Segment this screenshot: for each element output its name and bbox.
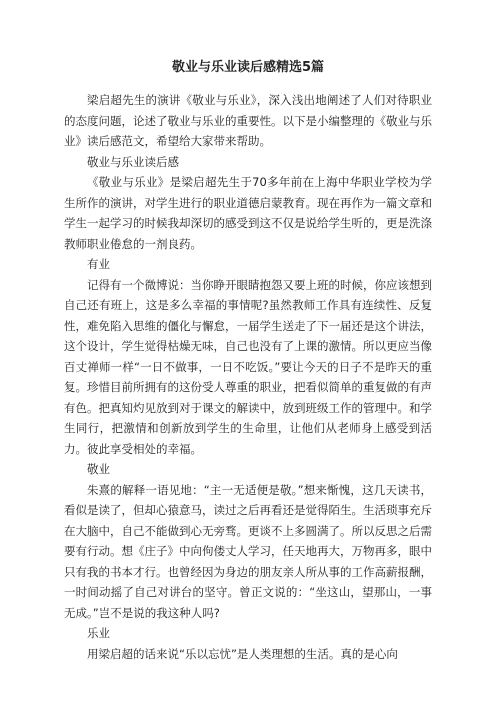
- paragraph-youye: 记得有一个微博说：当你睁开眼睛抱怨又要上班的时候，你应该想到自己还有班上，这是多么幸福的事情呢?虽然教师工作具有连续性、反复性，难免陷入思维的僵化与懈怠，一届学生送走了下一届还是这个讲法，这个设计，学生觉得枯燥无味，自己也没有了上课的激情。所以更应当像百丈禅师一样“一日不做事，一日不吃饭。”要让今天的日子不是昨天的重复。珍惜目前所拥有的这份受人尊重的职业，把看似简单的重复做的有声有色。把真知灼见放到对于课文的解读中，放到班级工作的管理中。和学生同行，把激情和创新放到学生的生命里，让他们从老师身上感受到活力。彼此享受相处的幸福。: [64, 277, 432, 456]
- document-title: 敬业与乐业读后感精选5篇: [171, 60, 325, 75]
- heading-jingye: 敬业: [87, 462, 110, 476]
- paragraph-leye: 用梁启超的话来说“乐以忘忧”是人类理想的生活。真的是心向: [87, 646, 398, 661]
- essay-intro-paragraph: 《敬业与乐业》是梁启超先生于70多年前在上海中华职业学校为学生所作的演讲，对学生进行的职业道德启蒙教育。现在再作为一篇文章和学生一起学习的时候我却深切的感受到这不仅是说给学生听的，更是洗涤教师职业倦怠的一剂良药。: [64, 175, 432, 251]
- heading-leye: 乐业: [87, 626, 110, 640]
- intro-paragraph: 梁启超先生的演讲《敬业与乐业》，深入浅出地阐述了人们对待职业的态度问题，论述了敬业与乐业的重要性。以下是小编整理的《敬业与乐业》读后感范文，希望给大家带来帮助。: [64, 93, 432, 148]
- section-title: 敬业与乐业读后感: [87, 154, 179, 169]
- heading-youye: 有业: [87, 257, 110, 271]
- paragraph-jingye: 朱熹的解释一语见地：“主一无适便是敬。”想来惭愧，这几天读书，看似是读了，但却心猿意马，读过之后再看还是觉得陌生。生活琐事充斥在大脑中，自己不能做到心无旁骛。更谈不上多圆满了。所以反思之后需要有行动。想《庄子》中向佝偻丈人学习，任天地再大，万物再多，眼中只有我的书本才行。也曾经因为身边的朋友亲人所从事的工作高薪报酬，一时间动摇了自己对讲台的坚守。曾正文说的：“坐这山，望那山，一事无成。”岂不是说的我这种人吗?: [64, 482, 432, 620]
